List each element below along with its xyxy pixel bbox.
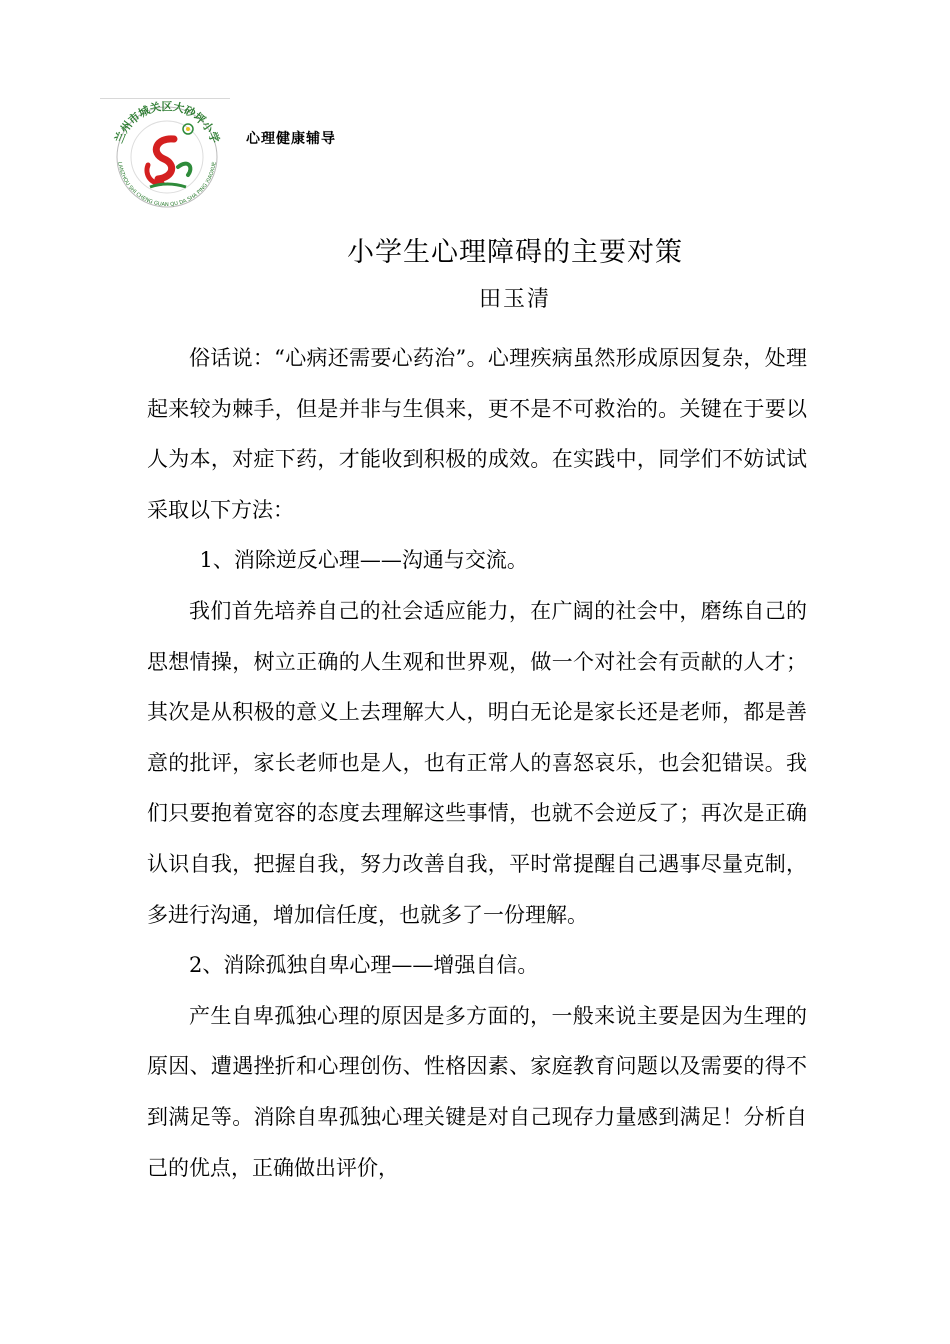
paragraph: 我们首先培养自己的社会适应能力，在广阔的社会中，磨练自己的思想情操，树立正确的人生观和世界观，做一个对社会有贡献的人才；其次是从积极的意义上去理解大人，明白无论是家长还是老师，都是善意的批评，家长老师也是人，也有正常人的喜怒哀乐，也会犯错误。我们只要抱着宽容的态度去理解这些事情，也就不会逆反了；再次是正确认识自我，把握自我，努力改善自我，平时常提醒自己遇事尽量克制，多进行沟通，增加信任度，也就多了一份理解。 [147, 598, 807, 927]
paragraph: 产生自卑孤独心理的原因是多方面的，一般来说主要是因为生理的原因、遭遇挫折和心理创伤、性格因素、家庭教育问题以及需要的得不到满足等。消除自卑孤独心理关键是对自己现存力量感到满足！分析自己的优点，正确做出评价， [147, 1003, 807, 1180]
section-heading: 1、消除逆反心理——沟通与交流。 [199, 548, 528, 573]
document-title: 小学生心理障碍的主要对策 [347, 237, 683, 268]
school-logo [104, 101, 230, 209]
document-body [147, 333, 807, 1193]
logo-ring-text-en: LANZHOU SHI CHENG GUAN QU DA SHA PING XIAOXUE [116, 161, 218, 208]
section-heading: 2、消除孤独自卑心理——增强自信。 [189, 953, 539, 978]
logo-ring-text-cn: 兰州市城关区大砂坪小学 [112, 101, 222, 146]
header-label: 心理健康辅导 [246, 131, 336, 147]
logo-emblem-icon [147, 124, 193, 187]
document-author: 田玉清 [478, 287, 551, 312]
paragraph: 俗话说：“心病还需要心药治”。心理疾病虽然形成原因复杂，处理起来较为棘手，但是并非与生俱来，更不是不可救治的。关键在于要以人为本，对症下药，才能收到积极的成效。在实践中，同学们不妨试试采取以下方法： [147, 346, 807, 522]
header-rule [100, 98, 230, 99]
